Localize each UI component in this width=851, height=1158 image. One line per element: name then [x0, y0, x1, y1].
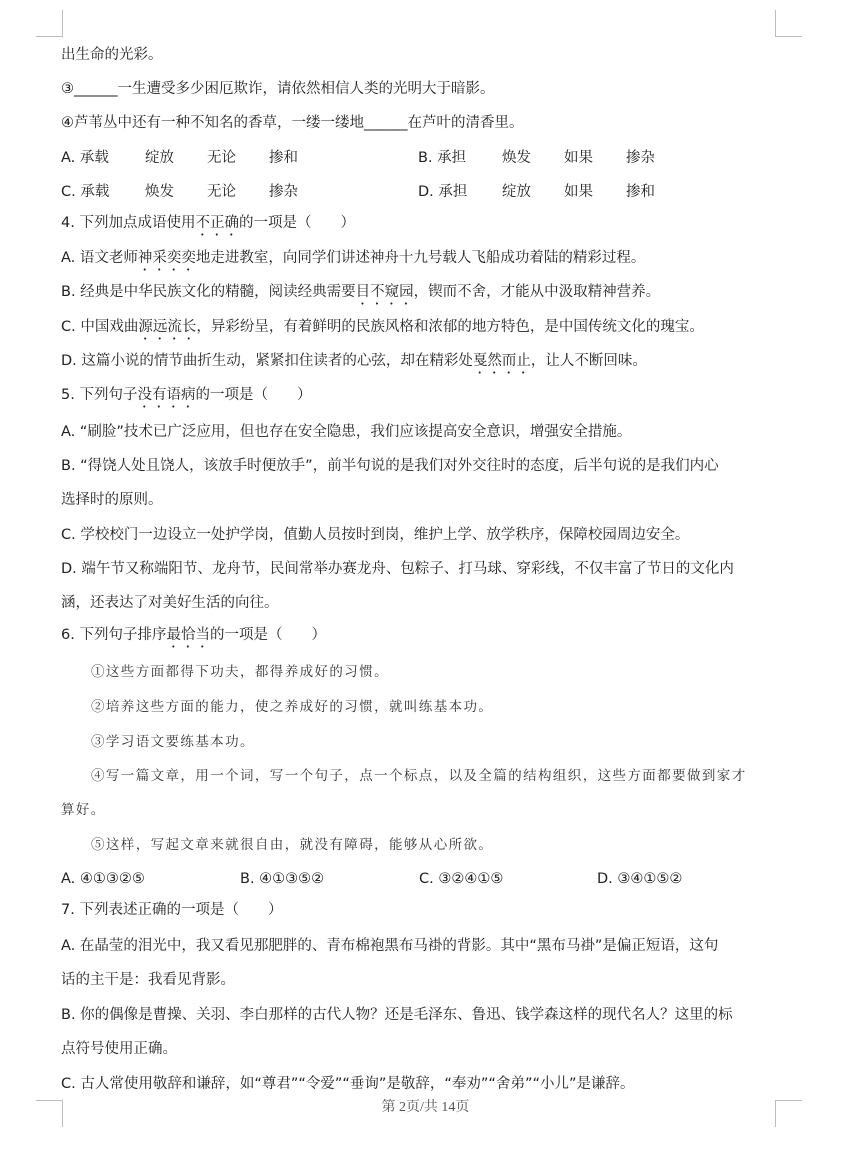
q7-option-b: B. 你的偶像是曹操、关羽、李白那样的古代人物？还是毛泽东、鲁迅、钱学森这样的现代名人？这里的标	[61, 1007, 733, 1023]
emphasis-text: 没有语病	[137, 387, 196, 403]
option-word: 掺和	[626, 184, 655, 200]
question-6: 6. 下列句子排序最恰当的一项是（ ）	[61, 627, 326, 643]
q5-option-c: C. 学校校门一边设立一处护学岗，值勤人员按时到岗，维护上学、放学秩序，保障校园周边安全。	[61, 527, 690, 543]
q5-option-d: D. 端午节又称端阳节、龙舟节，民间常举办赛龙舟、包粽子、打马球、穿彩线，不仅丰富了节日的文化内	[61, 561, 734, 577]
q5-option-a: A. “刷脸”技术已广泛应用，但也存在安全隐患，我们应该提高安全意识，增强安全措施。	[61, 424, 632, 440]
q7-option-a-cont: 话的主干是：我看见背影。	[61, 972, 235, 988]
option-word: 掺杂	[269, 184, 298, 200]
option-word: 如果	[564, 150, 593, 166]
option-a: A. 承载	[61, 150, 109, 166]
option-word: 绽放	[502, 184, 531, 200]
option-word: 绽放	[145, 150, 174, 166]
sentence-2: ②培养这些方面的能力，使之养成好的习惯，就叫练基本功。	[91, 699, 494, 715]
option-d: D. 承担	[418, 184, 468, 200]
sentence-4-cont: 算好。	[61, 802, 106, 818]
q4-option-a: A. 语文老师神采奕奕地走进教室，向同学们讲述神舟十九号载人飞船成功着陆的精彩过程。	[61, 250, 646, 266]
q5-option-b: B. “得饶人处且饶人，该放手时便放手”，前半句说的是我们对外交往时的态度，后半句说的是我们内心	[61, 458, 719, 474]
sentence-3: ③学习语文要练基本功。	[91, 734, 255, 750]
q7-option-a: A. 在晶莹的泪光中，我又看见那肥胖的、青布棉袍黑布马褂的背影。其中“黑布马褂”是偏正短语，这句	[61, 938, 719, 954]
text-line: ③______一生遭受多少困厄欺诈，请依然相信人类的光明大于暗影。	[61, 81, 495, 97]
option-word: 掺杂	[626, 150, 655, 166]
q7-option-b-cont: 点符号使用正确。	[61, 1041, 177, 1057]
option-word: 焕发	[145, 184, 174, 200]
sentence-4: ④写一篇文章，用一个词，写一个句子，点一个标点，以及全篇的结构组织，这些方面都要做到家才	[91, 768, 747, 784]
option-word: 无论	[207, 150, 236, 166]
emphasis-text: 最恰当	[166, 627, 210, 643]
option-word: 如果	[564, 184, 593, 200]
emphasis-text: 目不窥园	[355, 284, 414, 300]
crop-mark-top-right	[775, 10, 802, 37]
sentence-1: ①这些方面都得下功夫，都得养成好的习惯。	[91, 664, 389, 680]
emphasis-text: 神采奕奕	[137, 250, 196, 266]
text-line: 出生命的光彩。	[61, 47, 163, 63]
page-footer: 第 2页/共 14页	[381, 1100, 470, 1115]
q7-option-c: C. 古人常使用敬辞和谦辞，如“尊君”“令爱”“垂询”是敬辞，“奉劝”“舍弟”“小儿”是谦辞。	[61, 1076, 635, 1092]
question-5: 5. 下列句子没有语病的一项是（ ）	[61, 387, 312, 403]
question-7: 7. 下列表述正确的一项是（ ）	[61, 902, 283, 918]
sentence-5: ⑤这样，写起文章来就很自由，就没有障碍，能够从心所欲。	[91, 837, 494, 853]
option-word: 掺和	[269, 150, 298, 166]
option-b: B. 承担	[418, 150, 467, 166]
q4-option-d: D. 这篇小说的情节曲折生动，紧紧扣住读者的心弦，却在精彩处戛然而止，让人不断回味。	[61, 353, 647, 369]
option-word: 无论	[207, 184, 236, 200]
crop-mark-top-left	[36, 10, 63, 37]
option-d: D. ③④①⑤②	[597, 871, 683, 887]
option-c: C. ③②④①⑤	[419, 871, 504, 887]
q4-option-c: C. 中国戏曲源远流长，异彩纷呈，有着鲜明的民族风格和浓郁的地方特色，是中国传统文化的瑰宝。	[61, 319, 704, 335]
option-a: A. ④①③②⑤	[61, 871, 145, 887]
option-b: B. ④①③⑤②	[240, 871, 325, 887]
emphasis-text: 源远流长	[138, 319, 197, 335]
q5-option-d-cont: 涵，还表达了对美好生活的向往。	[61, 595, 279, 611]
option-word: 焕发	[502, 150, 531, 166]
q5-option-b-cont: 选择时的原则。	[61, 492, 163, 508]
question-4: 4. 下列加点成语使用不正确的一项是（ ）	[61, 215, 355, 231]
emphasis-text: 不正确	[195, 215, 239, 231]
text-line: ④芦苇丛中还有一种不知名的香草，一缕一缕地______在芦叶的清香里。	[61, 115, 524, 131]
option-c: C. 承载	[61, 184, 110, 200]
q4-option-b: B. 经典是中华民族文化的精髓，阅读经典需要目不窥园，锲而不舍，才能从中汲取精神营养。	[61, 284, 661, 300]
emphasis-text: 戛然而止	[472, 353, 531, 369]
